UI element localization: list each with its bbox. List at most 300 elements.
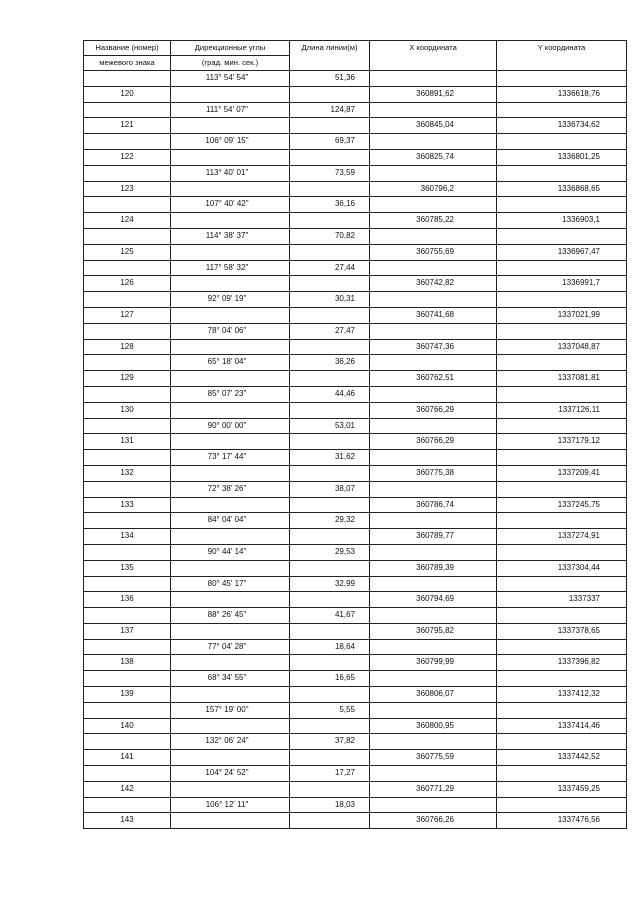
- coordinates-sheet: [83, 40, 626, 829]
- point-row: [84, 118, 627, 134]
- direction-angle-cell: [171, 623, 290, 639]
- header-angle-line2: (град. мин. сек.): [171, 56, 290, 71]
- y-coordinate-cell: [497, 102, 627, 118]
- x-coordinate-cell: 360845,04: [370, 118, 497, 134]
- line-length-cell: 17,27: [290, 766, 370, 782]
- segment-row: [84, 355, 627, 371]
- point-row: [84, 529, 627, 545]
- x-coordinate-cell: [370, 197, 497, 213]
- direction-angle-cell: [171, 497, 290, 513]
- x-coordinate-cell: 360786,74: [370, 497, 497, 513]
- point-row: [84, 276, 627, 292]
- line-length-cell: 18,64: [290, 639, 370, 655]
- point-name-cell: [84, 576, 171, 592]
- line-length-cell: 29,32: [290, 513, 370, 529]
- line-length-cell: 53,01: [290, 418, 370, 434]
- point-row: [84, 213, 627, 229]
- x-coordinate-cell: [370, 576, 497, 592]
- y-coordinate-cell: [497, 797, 627, 813]
- segment-row: [84, 292, 627, 308]
- point-name-cell: [84, 797, 171, 813]
- direction-angle-cell: 107° 40' 42": [171, 197, 290, 213]
- point-name-cell: 141: [84, 750, 171, 766]
- segment-row: [84, 608, 627, 624]
- x-coordinate-cell: 360742,82: [370, 276, 497, 292]
- direction-angle-cell: 106° 12' 11": [171, 797, 290, 813]
- line-length-cell: [290, 402, 370, 418]
- direction-angle-cell: [171, 86, 290, 102]
- segment-row: [84, 639, 627, 655]
- point-name-cell: 134: [84, 529, 171, 545]
- direction-angle-cell: [171, 434, 290, 450]
- point-name-cell: 122: [84, 149, 171, 165]
- direction-angle-cell: [171, 655, 290, 671]
- line-length-cell: 124,87: [290, 102, 370, 118]
- direction-angle-cell: 157° 19' 00": [171, 702, 290, 718]
- y-coordinate-cell: [497, 418, 627, 434]
- y-coordinate-cell: 1337412,32: [497, 687, 627, 703]
- direction-angle-cell: 113° 40' 01": [171, 165, 290, 181]
- y-coordinate-cell: 1337476,56: [497, 813, 627, 829]
- direction-angle-cell: 92° 09' 19": [171, 292, 290, 308]
- segment-row: [84, 544, 627, 560]
- direction-angle-cell: [171, 244, 290, 260]
- segment-row: [84, 228, 627, 244]
- point-name-cell: 137: [84, 623, 171, 639]
- direction-angle-cell: [171, 371, 290, 387]
- direction-angle-cell: [171, 592, 290, 608]
- y-coordinate-cell: 1337245,75: [497, 497, 627, 513]
- point-name-cell: [84, 165, 171, 181]
- line-length-cell: 70,82: [290, 228, 370, 244]
- y-coordinate-cell: [497, 323, 627, 339]
- point-name-cell: [84, 323, 171, 339]
- line-length-cell: 32,99: [290, 576, 370, 592]
- point-row: [84, 434, 627, 450]
- x-coordinate-cell: 360785,22: [370, 213, 497, 229]
- segment-row: [84, 702, 627, 718]
- direction-angle-cell: [171, 181, 290, 197]
- point-row: [84, 402, 627, 418]
- line-length-cell: [290, 276, 370, 292]
- x-coordinate-cell: [370, 228, 497, 244]
- x-coordinate-cell: [370, 450, 497, 466]
- direction-angle-cell: 73° 17' 44": [171, 450, 290, 466]
- line-length-cell: [290, 687, 370, 703]
- line-length-cell: [290, 718, 370, 734]
- direction-angle-cell: [171, 529, 290, 545]
- y-coordinate-cell: [497, 71, 627, 87]
- direction-angle-cell: 113° 54' 54": [171, 71, 290, 87]
- point-name-cell: 125: [84, 244, 171, 260]
- point-row: [84, 781, 627, 797]
- direction-angle-cell: [171, 465, 290, 481]
- point-name-cell: [84, 544, 171, 560]
- point-name-cell: [84, 671, 171, 687]
- line-length-cell: [290, 86, 370, 102]
- y-coordinate-cell: 1336903,1: [497, 213, 627, 229]
- y-coordinate-cell: 1337414,46: [497, 718, 627, 734]
- segment-row: [84, 481, 627, 497]
- point-name-cell: 138: [84, 655, 171, 671]
- y-coordinate-cell: [497, 260, 627, 276]
- line-length-cell: [290, 118, 370, 134]
- line-length-cell: [290, 244, 370, 260]
- segment-row: [84, 671, 627, 687]
- x-coordinate-cell: [370, 544, 497, 560]
- direction-angle-cell: 114° 38' 37": [171, 228, 290, 244]
- x-coordinate-cell: 360800,95: [370, 718, 497, 734]
- header-angle-line1: Дирекционные углы: [171, 41, 290, 56]
- y-coordinate-cell: 1337081,81: [497, 371, 627, 387]
- x-coordinate-cell: [370, 481, 497, 497]
- point-name-cell: [84, 71, 171, 87]
- y-coordinate-cell: [497, 671, 627, 687]
- y-coordinate-cell: [497, 639, 627, 655]
- point-name-cell: [84, 260, 171, 276]
- direction-angle-cell: 84° 04' 04": [171, 513, 290, 529]
- point-name-cell: [84, 418, 171, 434]
- point-row: [84, 813, 627, 829]
- point-row: [84, 465, 627, 481]
- y-coordinate-cell: [497, 766, 627, 782]
- x-coordinate-cell: [370, 71, 497, 87]
- line-length-cell: [290, 529, 370, 545]
- header-name-line2: межевого знака: [84, 56, 171, 71]
- x-coordinate-cell: 360747,36: [370, 339, 497, 355]
- y-coordinate-cell: 1337337: [497, 592, 627, 608]
- x-coordinate-cell: [370, 671, 497, 687]
- point-name-cell: 142: [84, 781, 171, 797]
- line-length-cell: [290, 465, 370, 481]
- point-name-cell: 124: [84, 213, 171, 229]
- x-coordinate-cell: [370, 766, 497, 782]
- x-coordinate-cell: 360796,2: [370, 181, 497, 197]
- direction-angle-cell: 72° 38' 26": [171, 481, 290, 497]
- direction-angle-cell: 132° 06' 24": [171, 734, 290, 750]
- segment-row: [84, 386, 627, 402]
- point-name-cell: [84, 734, 171, 750]
- y-coordinate-cell: 1336967,47: [497, 244, 627, 260]
- line-length-cell: [290, 750, 370, 766]
- y-coordinate-cell: [497, 450, 627, 466]
- y-coordinate-cell: 1337378,65: [497, 623, 627, 639]
- direction-angle-cell: [171, 339, 290, 355]
- table-header: [84, 41, 627, 71]
- x-coordinate-cell: 360771,29: [370, 781, 497, 797]
- direction-angle-cell: 104° 24' 52": [171, 766, 290, 782]
- point-row: [84, 149, 627, 165]
- x-coordinate-cell: [370, 134, 497, 150]
- x-coordinate-cell: [370, 418, 497, 434]
- line-length-cell: 41,67: [290, 608, 370, 624]
- segment-row: [84, 450, 627, 466]
- x-coordinate-cell: 360741,68: [370, 307, 497, 323]
- line-length-cell: [290, 434, 370, 450]
- direction-angle-cell: [171, 402, 290, 418]
- line-length-cell: 51,36: [290, 71, 370, 87]
- direction-angle-cell: [171, 149, 290, 165]
- segment-row: [84, 323, 627, 339]
- y-coordinate-cell: 1337021,99: [497, 307, 627, 323]
- x-coordinate-cell: 360766,29: [370, 402, 497, 418]
- direction-angle-cell: [171, 718, 290, 734]
- line-length-cell: [290, 592, 370, 608]
- y-coordinate-cell: [497, 544, 627, 560]
- y-coordinate-cell: 1337126,11: [497, 402, 627, 418]
- point-row: [84, 718, 627, 734]
- line-length-cell: [290, 181, 370, 197]
- direction-angle-cell: 80° 45' 17": [171, 576, 290, 592]
- point-name-cell: 129: [84, 371, 171, 387]
- x-coordinate-cell: [370, 639, 497, 655]
- x-coordinate-cell: [370, 102, 497, 118]
- point-row: [84, 244, 627, 260]
- x-coordinate-cell: 360891,62: [370, 86, 497, 102]
- x-coordinate-cell: [370, 355, 497, 371]
- segment-row: [84, 576, 627, 592]
- direction-angle-cell: 117° 58' 32": [171, 260, 290, 276]
- point-name-cell: 139: [84, 687, 171, 703]
- line-length-cell: 37,82: [290, 734, 370, 750]
- y-coordinate-cell: 1337274,91: [497, 529, 627, 545]
- point-name-cell: 133: [84, 497, 171, 513]
- point-name-cell: 120: [84, 86, 171, 102]
- header-length: Длина линии(м): [290, 41, 370, 71]
- x-coordinate-cell: 360766,29: [370, 434, 497, 450]
- segment-row: [84, 71, 627, 87]
- direction-angle-cell: [171, 560, 290, 576]
- line-length-cell: 27,47: [290, 323, 370, 339]
- point-row: [84, 750, 627, 766]
- line-length-cell: [290, 623, 370, 639]
- segment-row: [84, 766, 627, 782]
- direction-angle-cell: 78° 04' 06": [171, 323, 290, 339]
- line-length-cell: [290, 371, 370, 387]
- x-coordinate-cell: 360794,69: [370, 592, 497, 608]
- line-length-cell: [290, 813, 370, 829]
- y-coordinate-cell: [497, 197, 627, 213]
- line-length-cell: 44,46: [290, 386, 370, 402]
- point-name-cell: 130: [84, 402, 171, 418]
- direction-angle-cell: [171, 750, 290, 766]
- y-coordinate-cell: 1336868,65: [497, 181, 627, 197]
- point-name-cell: 126: [84, 276, 171, 292]
- y-coordinate-cell: 1336618,76: [497, 86, 627, 102]
- line-length-cell: [290, 307, 370, 323]
- x-coordinate-cell: [370, 165, 497, 181]
- y-coordinate-cell: [497, 134, 627, 150]
- boundary-coordinates-table: [83, 40, 627, 829]
- point-name-cell: [84, 386, 171, 402]
- point-row: [84, 307, 627, 323]
- direction-angle-cell: 90° 00' 00": [171, 418, 290, 434]
- point-row: [84, 655, 627, 671]
- line-length-cell: 16,65: [290, 671, 370, 687]
- line-length-cell: 36,16: [290, 197, 370, 213]
- y-coordinate-cell: [497, 576, 627, 592]
- direction-angle-cell: 88° 26' 45": [171, 608, 290, 624]
- point-name-cell: [84, 228, 171, 244]
- y-coordinate-cell: [497, 608, 627, 624]
- line-length-cell: 36,26: [290, 355, 370, 371]
- y-coordinate-cell: [497, 165, 627, 181]
- point-name-cell: [84, 639, 171, 655]
- direction-angle-cell: 65° 18' 04": [171, 355, 290, 371]
- point-name-cell: [84, 766, 171, 782]
- direction-angle-cell: [171, 687, 290, 703]
- x-coordinate-cell: [370, 608, 497, 624]
- line-length-cell: [290, 497, 370, 513]
- line-length-cell: 73,59: [290, 165, 370, 181]
- segment-row: [84, 260, 627, 276]
- y-coordinate-cell: [497, 386, 627, 402]
- point-name-cell: 140: [84, 718, 171, 734]
- direction-angle-cell: 90° 44' 14": [171, 544, 290, 560]
- y-coordinate-cell: 1336991,7: [497, 276, 627, 292]
- point-row: [84, 181, 627, 197]
- point-row: [84, 497, 627, 513]
- header-name-line1: Название (номер): [84, 41, 171, 56]
- line-length-cell: 29,53: [290, 544, 370, 560]
- segment-row: [84, 165, 627, 181]
- point-row: [84, 86, 627, 102]
- direction-angle-cell: 85° 07' 23": [171, 386, 290, 402]
- y-coordinate-cell: 1337396,82: [497, 655, 627, 671]
- line-length-cell: [290, 339, 370, 355]
- x-coordinate-cell: 360799,99: [370, 655, 497, 671]
- point-name-cell: [84, 134, 171, 150]
- x-coordinate-cell: 360775,59: [370, 750, 497, 766]
- line-length-cell: 30,31: [290, 292, 370, 308]
- x-coordinate-cell: [370, 260, 497, 276]
- y-coordinate-cell: 1337459,25: [497, 781, 627, 797]
- direction-angle-cell: [171, 307, 290, 323]
- line-length-cell: [290, 781, 370, 797]
- point-name-cell: 132: [84, 465, 171, 481]
- line-length-cell: [290, 213, 370, 229]
- direction-angle-cell: [171, 813, 290, 829]
- point-name-cell: 135: [84, 560, 171, 576]
- x-coordinate-cell: 360806,07: [370, 687, 497, 703]
- header-y: Y координата: [497, 41, 627, 71]
- y-coordinate-cell: 1337209,41: [497, 465, 627, 481]
- header-row-1: [84, 41, 627, 56]
- segment-row: [84, 734, 627, 750]
- y-coordinate-cell: [497, 481, 627, 497]
- y-coordinate-cell: 1336801,25: [497, 149, 627, 165]
- direction-angle-cell: 106° 09' 15": [171, 134, 290, 150]
- point-name-cell: [84, 481, 171, 497]
- y-coordinate-cell: [497, 355, 627, 371]
- direction-angle-cell: 111° 54' 07": [171, 102, 290, 118]
- x-coordinate-cell: 360789,77: [370, 529, 497, 545]
- point-name-cell: [84, 702, 171, 718]
- point-row: [84, 592, 627, 608]
- line-length-cell: 27,44: [290, 260, 370, 276]
- direction-angle-cell: [171, 118, 290, 134]
- y-coordinate-cell: 1337179,12: [497, 434, 627, 450]
- y-coordinate-cell: 1337442,52: [497, 750, 627, 766]
- x-coordinate-cell: [370, 513, 497, 529]
- segment-row: [84, 418, 627, 434]
- x-coordinate-cell: 360825,74: [370, 149, 497, 165]
- x-coordinate-cell: 360755,69: [370, 244, 497, 260]
- line-length-cell: 38,07: [290, 481, 370, 497]
- point-name-cell: [84, 292, 171, 308]
- y-coordinate-cell: 1336734,62: [497, 118, 627, 134]
- y-coordinate-cell: [497, 513, 627, 529]
- line-length-cell: [290, 655, 370, 671]
- x-coordinate-cell: 360766,26: [370, 813, 497, 829]
- y-coordinate-cell: 1337048,87: [497, 339, 627, 355]
- y-coordinate-cell: [497, 292, 627, 308]
- x-coordinate-cell: [370, 797, 497, 813]
- segment-row: [84, 134, 627, 150]
- direction-angle-cell: 77° 04' 28": [171, 639, 290, 655]
- point-name-cell: 136: [84, 592, 171, 608]
- segment-row: [84, 797, 627, 813]
- line-length-cell: 5,55: [290, 702, 370, 718]
- point-row: [84, 339, 627, 355]
- segment-row: [84, 102, 627, 118]
- point-name-cell: 123: [84, 181, 171, 197]
- segment-row: [84, 513, 627, 529]
- point-name-cell: [84, 355, 171, 371]
- line-length-cell: [290, 560, 370, 576]
- direction-angle-cell: 68° 34' 55": [171, 671, 290, 687]
- y-coordinate-cell: 1337304,44: [497, 560, 627, 576]
- point-name-cell: [84, 197, 171, 213]
- point-name-cell: [84, 450, 171, 466]
- point-name-cell: 131: [84, 434, 171, 450]
- direction-angle-cell: [171, 213, 290, 229]
- x-coordinate-cell: [370, 702, 497, 718]
- point-name-cell: 128: [84, 339, 171, 355]
- line-length-cell: 31,62: [290, 450, 370, 466]
- table-body: [84, 71, 627, 829]
- x-coordinate-cell: [370, 386, 497, 402]
- y-coordinate-cell: [497, 228, 627, 244]
- x-coordinate-cell: 360795,82: [370, 623, 497, 639]
- segment-row: [84, 197, 627, 213]
- header-x: X координата: [370, 41, 497, 71]
- y-coordinate-cell: [497, 702, 627, 718]
- x-coordinate-cell: 360789,39: [370, 560, 497, 576]
- point-row: [84, 687, 627, 703]
- y-coordinate-cell: [497, 734, 627, 750]
- x-coordinate-cell: 360775,38: [370, 465, 497, 481]
- x-coordinate-cell: [370, 292, 497, 308]
- x-coordinate-cell: [370, 323, 497, 339]
- x-coordinate-cell: [370, 734, 497, 750]
- point-name-cell: 143: [84, 813, 171, 829]
- point-name-cell: [84, 102, 171, 118]
- direction-angle-cell: [171, 276, 290, 292]
- x-coordinate-cell: 360762,51: [370, 371, 497, 387]
- point-name-cell: 121: [84, 118, 171, 134]
- line-length-cell: 18,03: [290, 797, 370, 813]
- line-length-cell: [290, 149, 370, 165]
- point-name-cell: 127: [84, 307, 171, 323]
- point-name-cell: [84, 608, 171, 624]
- direction-angle-cell: [171, 781, 290, 797]
- point-row: [84, 371, 627, 387]
- point-row: [84, 560, 627, 576]
- point-row: [84, 623, 627, 639]
- line-length-cell: 69,37: [290, 134, 370, 150]
- point-name-cell: [84, 513, 171, 529]
